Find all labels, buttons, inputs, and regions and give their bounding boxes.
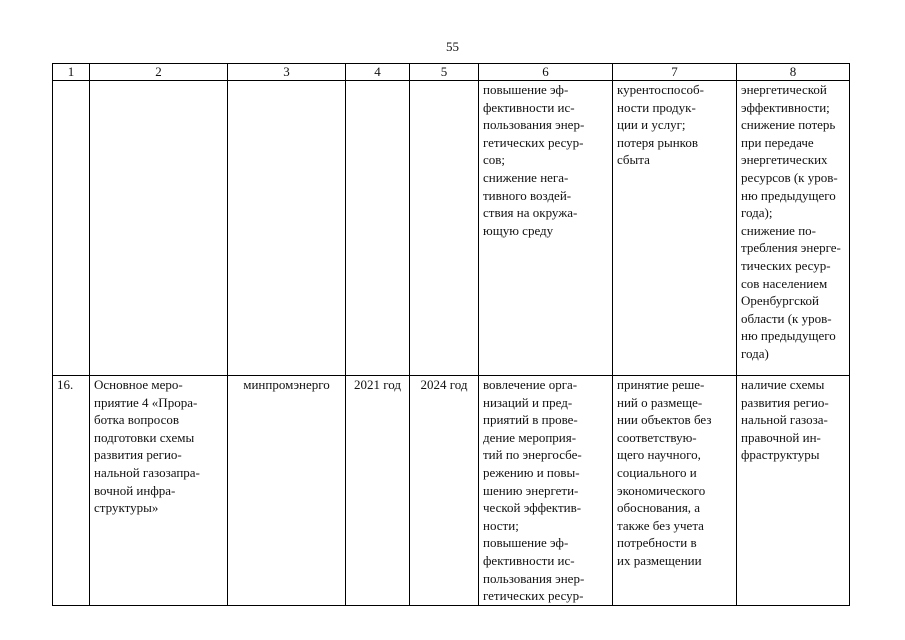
executor-cell: минпромэнерго bbox=[228, 376, 346, 606]
end-year-cell bbox=[410, 81, 479, 376]
header-row bbox=[53, 64, 850, 81]
indicators-cell: наличие схемы развития регио- нальной газоза- правочной ин- фраструктуры bbox=[737, 376, 850, 606]
consequences-cell: курентоспособ- ности продук- ции и услуг; потеря рынков сбыта bbox=[613, 81, 737, 376]
program-measures-table bbox=[52, 63, 850, 606]
row-number-cell: 16. bbox=[53, 376, 90, 606]
expected-result-cell: вовлечение орга- низаций и пред- приятий в прове- дение мероприя- тий по энергосбе- режению и повы- шению энергети- ческой эффектив- ности; повышение эф- фективности ис- пользования энер- гетических ресур- bbox=[479, 376, 613, 606]
end-year-cell: 2024 год bbox=[410, 376, 479, 606]
column-header: 7 bbox=[613, 64, 737, 81]
column-header: 2 bbox=[90, 64, 228, 81]
column-header: 8 bbox=[737, 64, 850, 81]
indicators-cell: энергетической эффективности; снижение потерь при передаче энергетических ресурсов (к уров- ню предыдущего года); снижение по- требления энерге- тических ресур- сов населением Оренбургской области (к уров- ню предыдущего года) bbox=[737, 81, 850, 376]
start-year-cell: 2021 год bbox=[346, 376, 410, 606]
table-row bbox=[53, 376, 850, 606]
column-header: 4 bbox=[346, 64, 410, 81]
expected-result-cell: повышение эф- фективности ис- пользования энер- гетических ресур- сов; снижение нега- тивного воздей- ствия на окружа- ющую среду bbox=[479, 81, 613, 376]
column-header: 1 bbox=[53, 64, 90, 81]
page-number: 55 bbox=[446, 39, 459, 54]
start-year-cell bbox=[346, 81, 410, 376]
consequences-cell: принятие реше- ний о размеще- нии объектов без соответствую- щего научного, социального и экономического обоснования, а также без учета потребности в их размещении bbox=[613, 376, 737, 606]
column-header: 3 bbox=[228, 64, 346, 81]
measure-name-cell bbox=[90, 81, 228, 376]
column-header: 6 bbox=[479, 64, 613, 81]
column-header: 5 bbox=[410, 64, 479, 81]
executor-cell bbox=[228, 81, 346, 376]
row-number-cell bbox=[53, 81, 90, 376]
measure-name-cell: Основное меро- приятие 4 «Прора- ботка вопросов подготовки схемы развития регио- нальной газозапра- вочной инфра- структуры» bbox=[90, 376, 228, 606]
table-row bbox=[53, 81, 850, 376]
